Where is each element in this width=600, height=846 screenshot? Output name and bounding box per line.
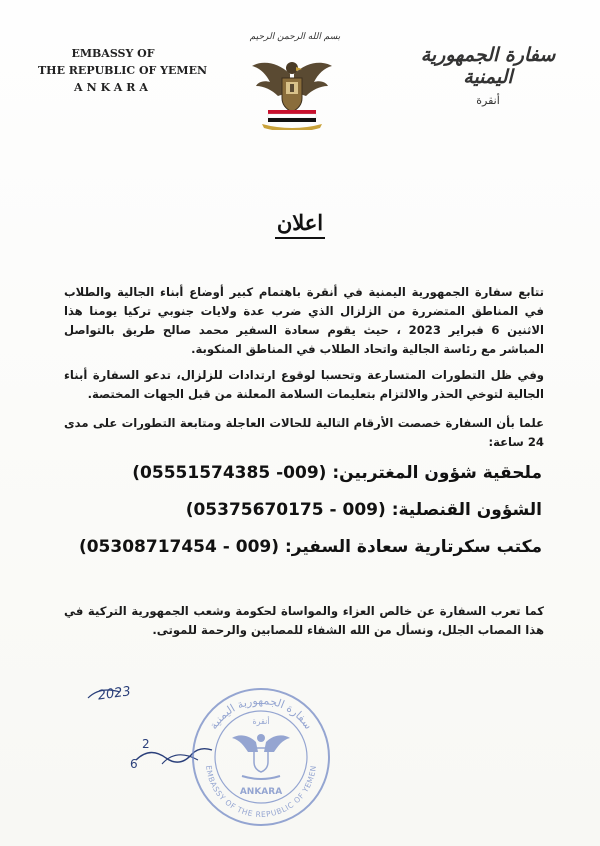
closing-paragraph: كما تعرب السفارة عن خالص العزاء والمواساة لحكومة وشعب الجمهورية التركية في هذا المصاب الجلل، ونسأل من الله الشفاء للمصابين والرحمة للموتى. <box>64 604 544 637</box>
letterhead-line-2: THE REPUBLIC OF YEMEN <box>38 64 208 77</box>
embassy-stamp-icon <box>186 682 336 832</box>
letterhead-line-1: EMBASSY OF <box>71 47 155 60</box>
basmala: بسم الله الرحمن الرحيم <box>249 32 341 42</box>
contact-number: (009 - 05375670175) <box>185 500 386 520</box>
letterhead-arabic-city: أنقرة <box>476 94 500 107</box>
stamp-arabic-text: سفارة الجمهورية اليمنية <box>206 693 315 732</box>
yemen-eagle-emblem-icon <box>250 52 334 130</box>
stamp-english-text: EMBASSY OF THE REPUBLIC OF YEMEN <box>204 764 318 820</box>
announcement-title-text: اعلان <box>275 210 325 239</box>
letterhead-english <box>38 45 208 96</box>
contact-label: مكتب سكرتارية سعادة السفير: <box>284 537 542 557</box>
contact-label: ملحقية شؤون المغتربين: <box>332 463 542 483</box>
stamp-english-city: ANKARA <box>239 787 283 797</box>
contact-row-ambassador-office <box>79 537 542 557</box>
contact-label: الشؤون القنصلية: <box>391 500 542 520</box>
announcement-title <box>0 210 600 235</box>
contact-row-consular <box>186 500 542 520</box>
contact-number: (009- 05551574385) <box>132 463 327 483</box>
letterhead-arabic-name: سفارة الجمهورية اليمنية <box>420 44 556 88</box>
signature-day: 6 <box>130 757 138 771</box>
letterhead-arabic <box>398 44 578 107</box>
contact-number: (009 - 05308717454) <box>78 537 280 557</box>
paragraph-3: علما بأن السفارة خصصت الأرقام التالية للحالات العاجلة ومتابعة التطورات على مدى 24 ساعة: <box>64 416 544 449</box>
contact-row-expatriates <box>132 463 542 483</box>
paragraph-1: تتابع سفارة الجمهورية اليمنية في أنقرة باهتمام كبير أوضاع أبناء الجالية والطلاب في المناطق المتضررة من الزلزال الذي ضرب عدة ولايات جنوبي تركيا يومنا هذا الاثنين 6 فبراير 2023 ، حيث يقوم سعادة السفير محمد صالح طريق بالتواصل المباشر مع رئاسة الجالية واتحاد الطلاب في المناطق المنكوبة. <box>64 285 544 356</box>
stamp-arabic-city: أنقرة <box>252 717 270 726</box>
signature-year: 2023 <box>96 684 132 704</box>
signature-month: 2 <box>142 737 150 751</box>
letterhead-line-3: ANKARA <box>74 81 152 94</box>
paragraph-2: وفي ظل التطورات المتسارعة وتحسبا لوقوع ارتدادات للزلزال، تدعو السفارة أبناء الجالية لتوخي الحذر والالتزام بتعليمات السلامة المعلنة من قبل الجهات المختصة. <box>64 368 544 401</box>
